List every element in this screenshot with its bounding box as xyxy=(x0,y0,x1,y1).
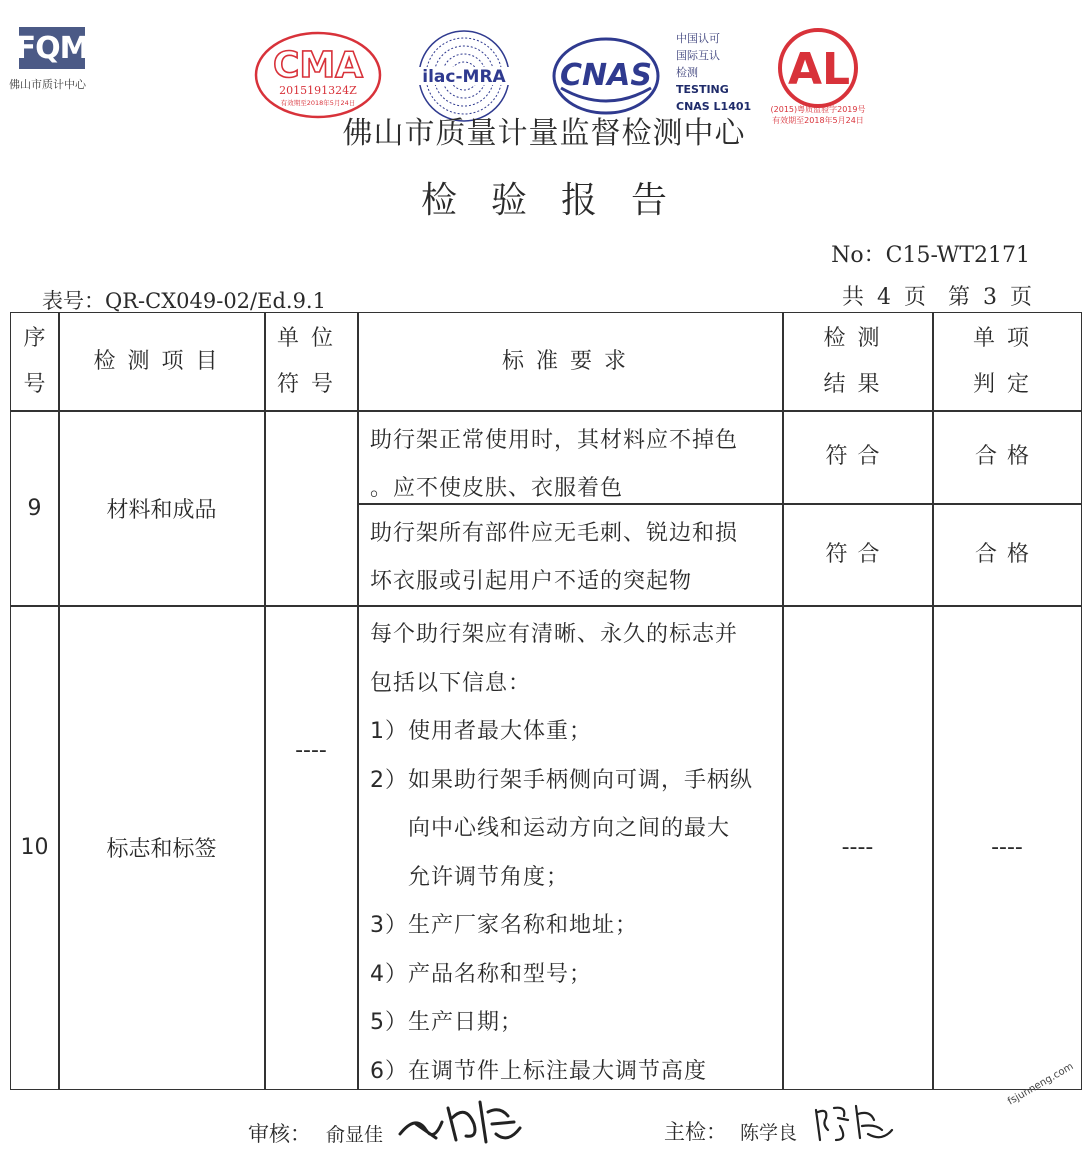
cma-validity: 有效期至2018年5月24日 xyxy=(280,99,356,107)
row-9a-judgement xyxy=(933,411,1081,503)
reviewer-label: 审核： xyxy=(248,1122,311,1146)
row-9-item xyxy=(59,411,264,605)
header-seq xyxy=(11,313,58,410)
row-10-seq xyxy=(11,606,58,1089)
row-9b-judgement-value: 合格 xyxy=(974,541,1039,567)
row-9a-result-value: 符合 xyxy=(825,444,890,469)
inspector-name: 陈学良 xyxy=(740,1122,798,1144)
header-judgement xyxy=(933,313,1081,410)
req-line: 4）产品名称和型号； xyxy=(370,961,592,987)
row-9a-requirement xyxy=(370,417,782,503)
reviewer-name: 俞显佳 xyxy=(326,1124,384,1146)
req-line: 向中心线和运动方向之间的最大 xyxy=(408,816,731,841)
req-line: 3）生产厂家名称和地址； xyxy=(370,913,638,938)
cnas-line-5: CNAS L1401 xyxy=(676,100,752,113)
row-9-item-value: 材料和成品 xyxy=(106,497,217,523)
row-10-judgement xyxy=(933,606,1081,1089)
fqm-logo: FQM xyxy=(19,27,85,69)
req-line: 2）如果助行架手柄侧向可调，手柄纵 xyxy=(370,767,753,793)
report-title: 检验报告 xyxy=(420,180,701,221)
row-10-item-value: 标志和标签 xyxy=(106,837,217,862)
header-item-label: 检测项目 xyxy=(93,348,230,374)
row-9a-req-line-2: 。应不使皮肤、衣服着色 xyxy=(370,476,624,501)
header-judgement-line-1: 单项 xyxy=(972,325,1041,351)
ilac-text: ilac-MRA xyxy=(422,67,506,87)
row-10-judgement-value: ---- xyxy=(991,835,1023,860)
cal-line-2: 有效期至2018年5月24日 xyxy=(772,116,864,125)
row-9b-result xyxy=(783,504,932,605)
form-number: 表号：QR-CX049-02/Ed.9.1 xyxy=(42,289,326,313)
header-seq-line-2: 号 xyxy=(23,371,46,397)
row-10-result-value: ---- xyxy=(841,835,874,860)
col-divider xyxy=(357,313,359,1089)
header-unit-line-2: 符号 xyxy=(276,371,345,397)
header-result xyxy=(783,313,932,410)
header-item xyxy=(59,313,264,410)
cnas-line-3: 检测 xyxy=(676,66,698,79)
row-9b-req-line-2: 坏衣服或引起用户不适的突起物 xyxy=(370,569,693,594)
cnas-line-4: TESTING xyxy=(676,83,729,96)
row-9-seq-value: 9 xyxy=(27,495,42,521)
inspector-label: 主检： xyxy=(664,1120,727,1144)
req-line: 允许调节角度； xyxy=(408,864,570,890)
cma-text: CMA xyxy=(272,45,364,86)
row-9b-result-value: 符合 xyxy=(825,541,890,567)
fqm-caption: 佛山市质计中心 xyxy=(9,78,86,91)
header-seq-line-1: 序 xyxy=(23,325,46,351)
watermark: fsjunneng.com xyxy=(1006,1061,1076,1108)
cnas-mark xyxy=(551,36,661,116)
cnas-caption xyxy=(676,30,751,115)
row-9b-requirement xyxy=(370,510,782,602)
cma-number: 2015191324Z xyxy=(279,84,357,97)
req-line: 每个助行架应有清晰、永久的标志并 xyxy=(370,622,739,647)
report-number: No：C15-WT2171 xyxy=(831,243,1030,268)
unit-value-text: ---- xyxy=(295,737,327,763)
header-requirement xyxy=(358,313,782,410)
org-name: 佛山市质量计量监督检测中心 xyxy=(342,116,746,151)
req-line: 6）在调节件上标注最大调节高度 xyxy=(370,1058,707,1084)
row-10-requirement xyxy=(370,611,782,1096)
inspection-table xyxy=(10,312,1082,1090)
row-9a-result xyxy=(783,411,932,503)
row-9a-judgement-value: 合格 xyxy=(974,444,1039,469)
reviewer-signature xyxy=(396,1094,526,1146)
header-judgement-line-2: 判定 xyxy=(972,371,1041,397)
row-10-result xyxy=(783,606,932,1089)
page-info: 共 4 页 第 3 页 xyxy=(842,285,1032,310)
row-9b-req-line-1: 助行架所有部件应无毛刺、锐边和损 xyxy=(370,521,739,546)
header-requirement-label: 标准要求 xyxy=(501,348,638,374)
row-9a-req-line-1: 助行架正常使用时，其材料应不掉色 xyxy=(370,428,739,453)
row-10-seq-value: 10 xyxy=(20,835,49,860)
cma-seal xyxy=(253,30,383,120)
cal-text: AL xyxy=(787,44,851,95)
cnas-line-2: 国际互认 xyxy=(676,49,720,62)
req-line: 包括以下信息： xyxy=(370,670,532,696)
inspector-signature xyxy=(812,1100,896,1144)
req-line: 5）生产日期； xyxy=(370,1010,523,1035)
cnas-line-1: 中国认可 xyxy=(676,32,720,45)
header-result-line-1: 检测 xyxy=(823,325,892,351)
req-line: 1）使用者最大体重； xyxy=(370,719,592,744)
header-result-line-2: 结果 xyxy=(823,371,892,397)
header-unit xyxy=(265,313,357,410)
header-unit-line-1: 单位 xyxy=(276,325,345,351)
row-9-seq xyxy=(11,411,58,605)
row-9b-judgement xyxy=(933,504,1081,605)
unit-value xyxy=(265,411,357,1089)
row-10-item xyxy=(59,606,264,1089)
cal-line-1: (2015)粤质监验字2019号 xyxy=(770,105,866,114)
cnas-text: CNAS xyxy=(560,58,652,93)
